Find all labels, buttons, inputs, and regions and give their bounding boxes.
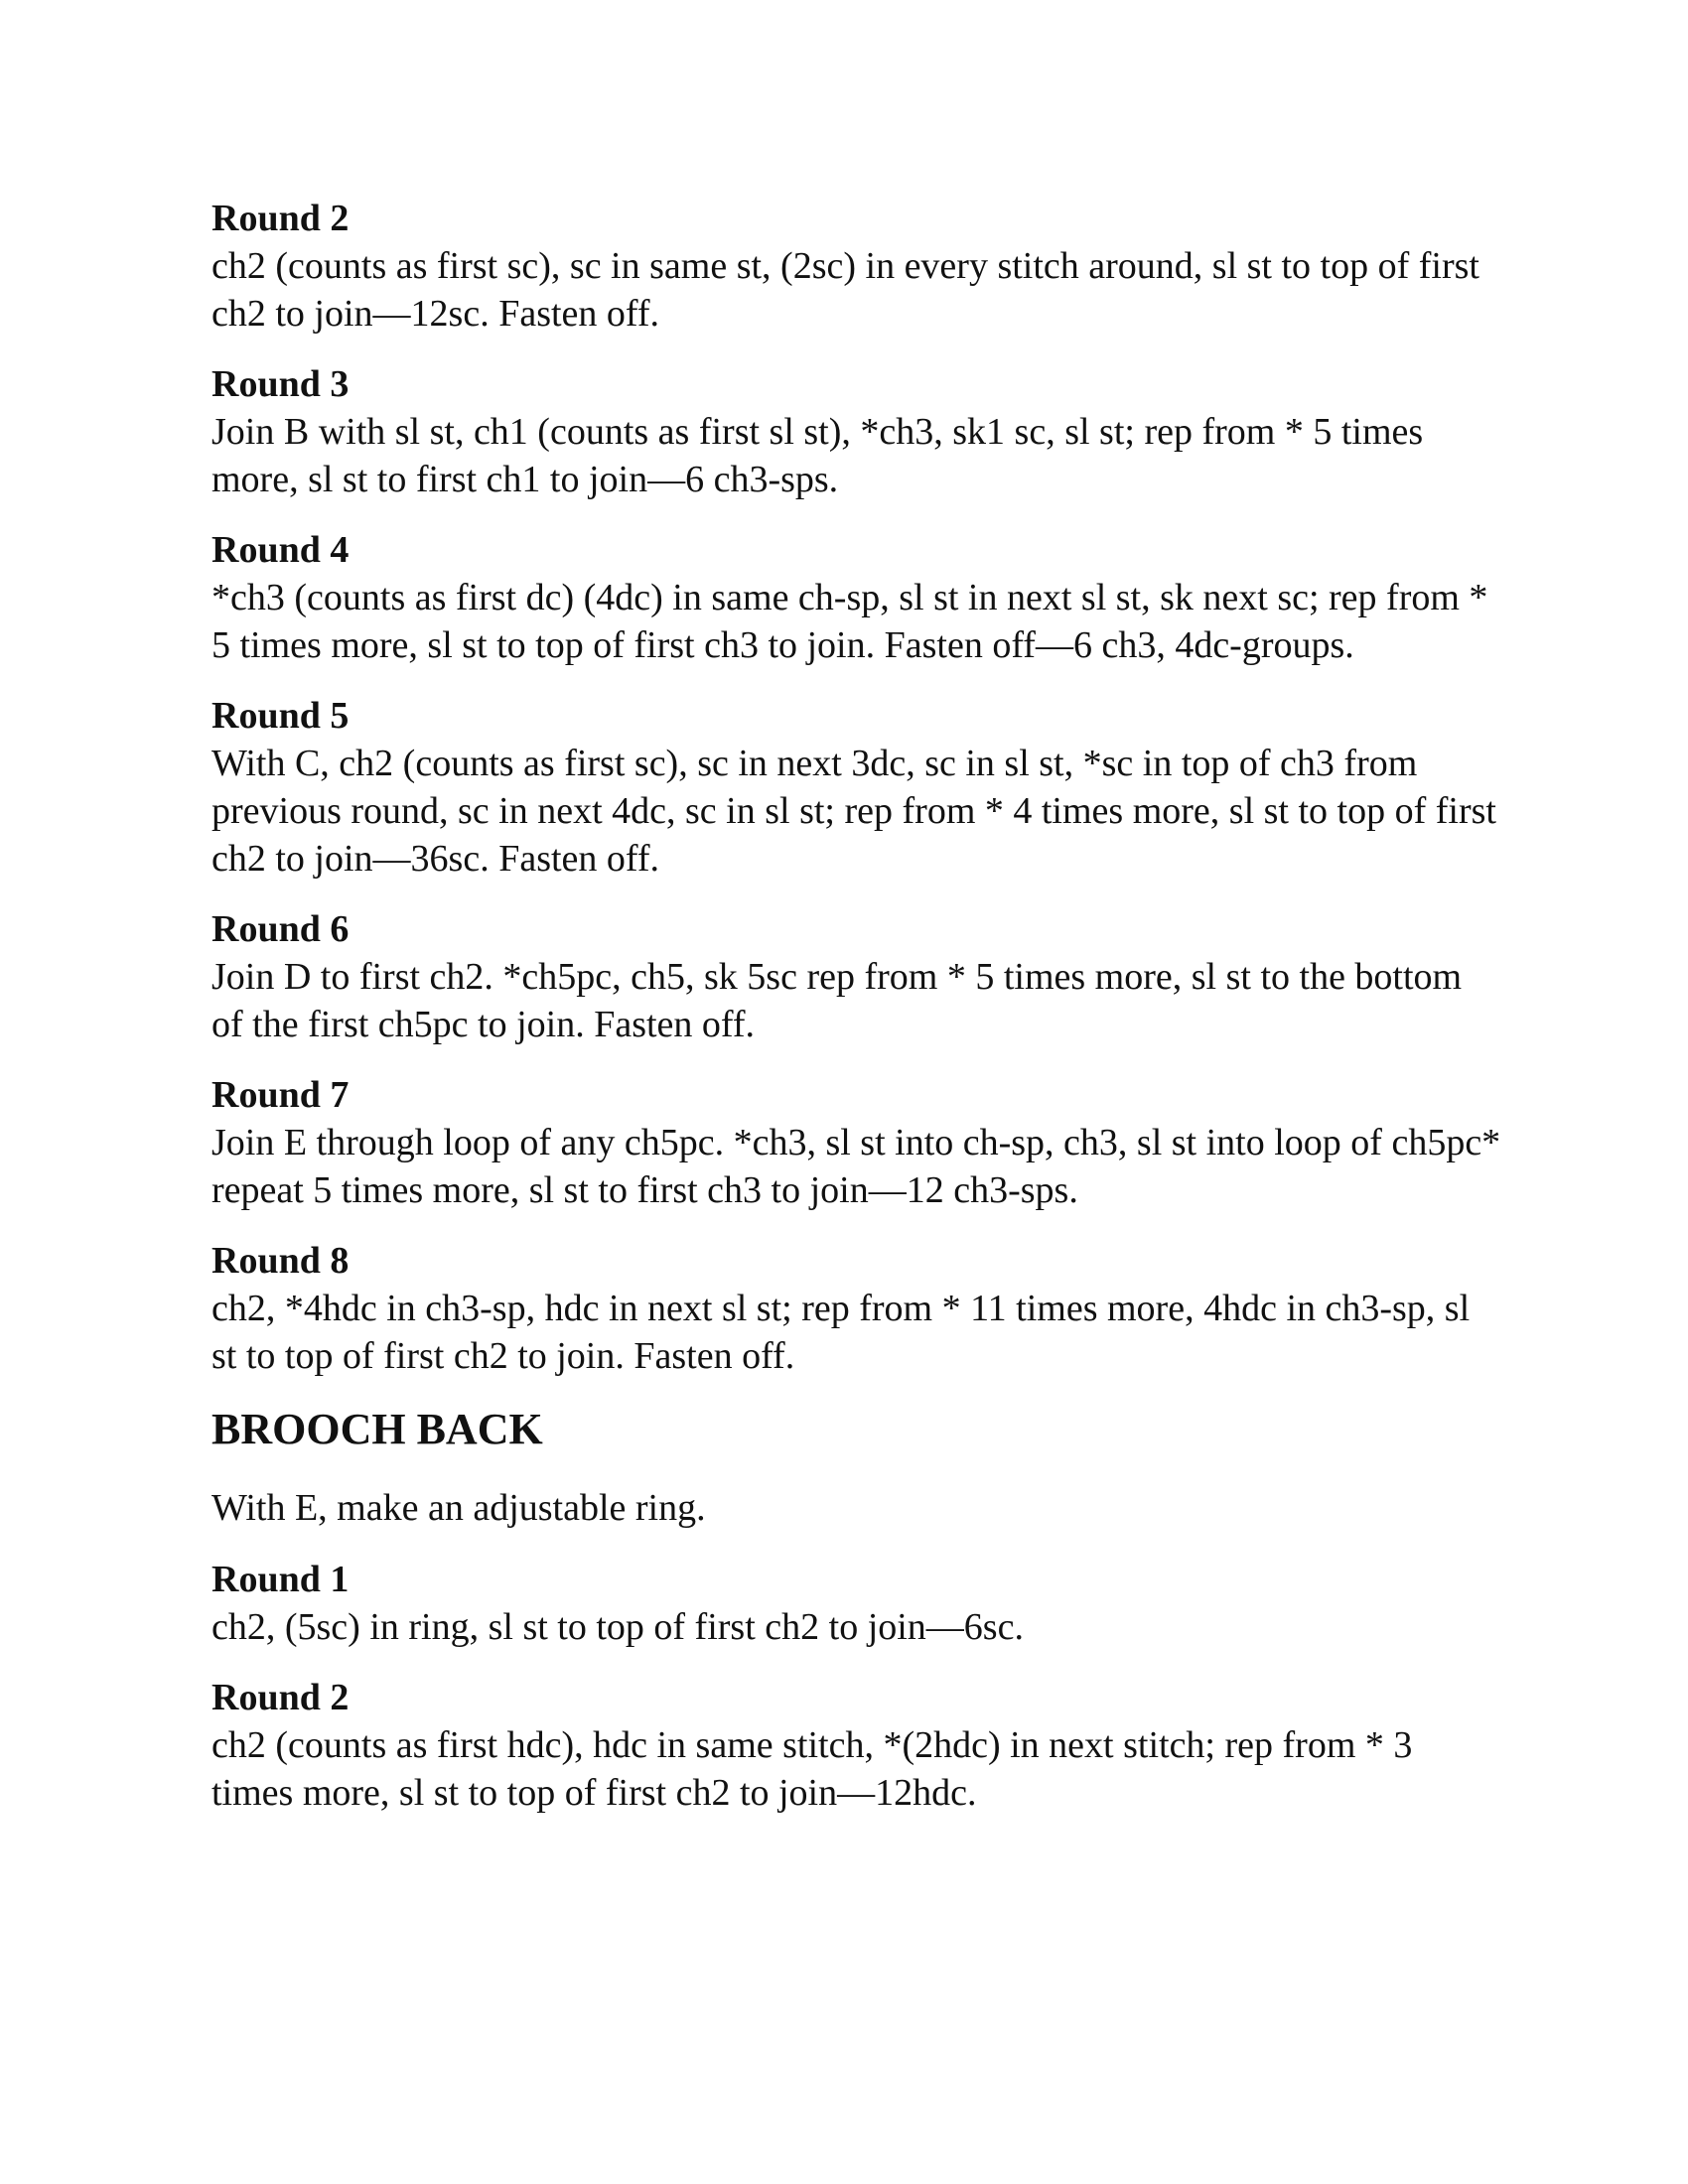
round-instructions: Join B with sl st, ch1 (counts as first sl st), *ch3, sk1 sc, sl st; rep from * 5 times more, sl st to first ch1 to join—6 ch3-sps. — [211, 411, 1424, 500]
round-heading: Round 1 — [211, 1559, 350, 1600]
round-heading: Round 3 — [211, 363, 350, 405]
round-heading: Round 5 — [211, 695, 350, 737]
round-heading: Round 2 — [211, 198, 350, 239]
round-instructions: Join D to first ch2. *ch5pc, ch5, sk 5sc rep from * 5 times more, sl st to the bottom of the first ch5pc to join. Fasten off. — [211, 956, 1463, 1045]
round-heading: Round 7 — [211, 1074, 350, 1116]
round-instructions: ch2, *4hdc in ch3-sp, hdc in next sl st; rep from * 11 times more, 4hdc in ch3-sp, sl st to top of first ch2 to join. Fasten off. — [211, 1288, 1471, 1377]
round-5-section — [211, 692, 1502, 883]
brooch-back-round-1-section — [211, 1556, 1502, 1651]
round-instructions: With C, ch2 (counts as first sc), sc in next 3dc, sc in sl st, *sc in top of ch3 from previous round, sc in next 4dc, sc in sl st; rep from * 4 times more, sl st to top of first ch2 to join—36sc. Fasten off. — [211, 743, 1496, 880]
round-heading: Round 6 — [211, 908, 350, 950]
round-instructions: *ch3 (counts as first dc) (4dc) in same ch-sp, sl st in next sl st, sk next sc; rep from * 5 times more, sl st to top of first ch3 to join. Fasten off—6 ch3, 4dc-groups. — [211, 577, 1488, 666]
round-7-section — [211, 1071, 1502, 1214]
round-2-section — [211, 195, 1502, 338]
round-8-section — [211, 1237, 1502, 1380]
round-6-section — [211, 905, 1502, 1048]
round-instructions: ch2 (counts as first sc), sc in same st, (2sc) in every stitch around, sl st to top of first ch2 to join—12sc. Fasten off. — [211, 245, 1479, 335]
brooch-back-title: BROOCH BACK — [211, 1405, 543, 1453]
round-heading: Round 2 — [211, 1677, 350, 1718]
round-heading: Round 8 — [211, 1240, 350, 1282]
round-heading: Round 4 — [211, 529, 350, 571]
round-4-section — [211, 526, 1502, 669]
round-instructions: ch2, (5sc) in ring, sl st to top of first ch2 to join—6sc. — [211, 1606, 1024, 1648]
round-instructions: ch2 (counts as first hdc), hdc in same stitch, *(2hdc) in next stitch; rep from * 3 times more, sl st to top of first ch2 to join—12hdc. — [211, 1724, 1413, 1814]
round-3-section — [211, 360, 1502, 503]
brooch-back-intro: With E, make an adjustable ring. — [211, 1487, 706, 1529]
round-instructions: Join E through loop of any ch5pc. *ch3, sl st into ch-sp, ch3, sl st into loop of ch5pc* repeat 5 times more, sl st to first ch3 to join—12 ch3-sps. — [211, 1122, 1501, 1211]
brooch-back-round-2-section — [211, 1674, 1502, 1817]
document-page — [211, 195, 1502, 1840]
